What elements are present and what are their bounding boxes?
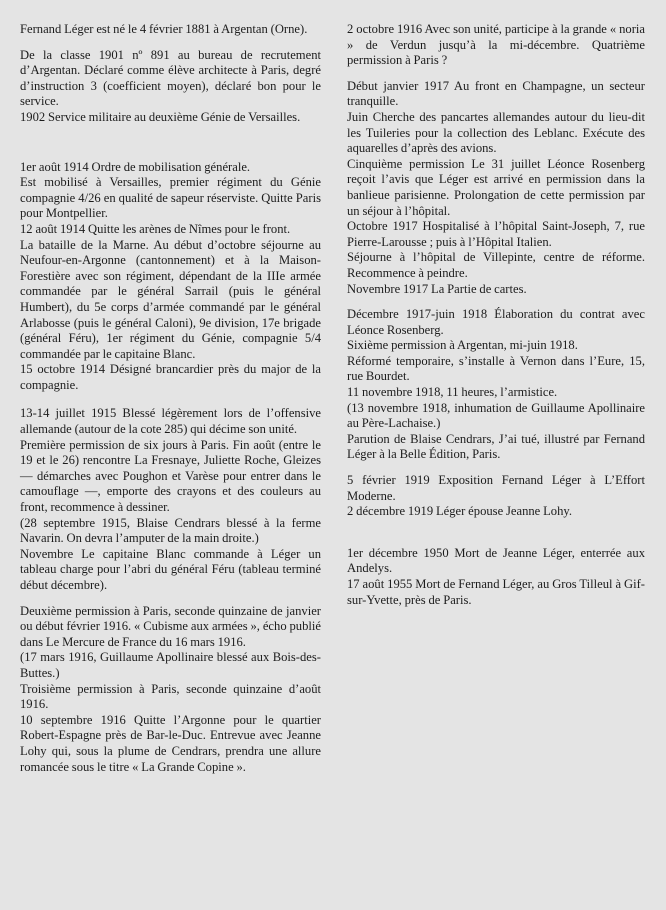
paragraph: 12 août 1914 Quitte les arènes de Nîmes pour le front. — [20, 221, 291, 236]
paragraph: La bataille de la Marne. Au début d’octobre séjourne au Neufour-en-Argonne (cantonnement) et à la Maison-Forestière avec son régiment, dépendant de la IIIe armée commandée par le général Sarrail (puis le général Humbert), du 5e corps d’armée commandé par le général Arlabosse (puis le général Caloni), 9e division, 17e brigade (général Féru), 1er régiment du Génie, compagnie 5/4 commandée par le capitaine Blanc. — [20, 237, 321, 361]
paragraph: Réformé temporaire, s’installe à Vernon dans l’Eure, 15, rue Bourdet. — [347, 353, 645, 384]
paragraph: 1er décembre 1950 Mort de Jeanne Léger, enterrée aux Andelys. — [347, 545, 645, 576]
paragraph: 5 février 1919 Exposition Fernand Léger à L’Effort Moderne. — [347, 473, 645, 503]
paragraph: 13-14 juillet 1915 Blessé légèrement lors de l’offensive allemande (autour de la cote 285) qui décime son unité. — [20, 406, 321, 437]
paragraph: De la classe 1901 nº 891 au bureau de recrutement d’Argentan. Déclaré comme élève architecte à Paris, degré d’instruction 3 (coefficient moyen), déclaré bon pour le service. — [20, 47, 321, 109]
paragraph: 15 octobre 1914 Désigné brancardier près du major de la compagnie. — [20, 362, 321, 392]
paragraph: 2 décembre 1919 Léger épouse Jeanne Lohy. — [347, 504, 573, 519]
paragraph: 11 novembre 1918, 11 heures, l’armistice. — [347, 385, 558, 400]
paragraph: Fernand Léger est né le 4 février 1881 à Argentan (Orne). — [20, 22, 308, 36]
paragraph: Octobre 1917 Hospitalisé à l’hôpital Saint-Joseph, 7, rue Pierre-Larousse ; puis à l’Hôpital Italien. — [347, 219, 645, 249]
paragraph: 1er août 1914 Ordre de mobilisation générale. — [20, 159, 251, 174]
paragraph: Novembre 1917 La Partie de cartes. — [347, 281, 527, 296]
paragraph: 17 août 1955 Mort de Fernand Léger, au Gros Tilleul à Gif-sur-Yvette, près de Paris. — [347, 577, 645, 607]
paragraph: Sixième permission à Argentan, mi-juin 1918. — [347, 338, 578, 353]
paragraph: 10 septembre 1916 Quitte l’Argonne pour le quartier Robert-Espagne près de Bar-le-Duc. Entrevue avec Jeanne Lohy qui, sous la plume de Cendrars, prendra une allure romancée sous le titre « La Grande Copine ». — [20, 712, 321, 774]
paragraph: Séjourne à l’hôpital de Villepinte, centre de réforme. Recommence à peindre. — [347, 250, 645, 280]
right-column — [347, 22, 645, 608]
paragraph: Première permission de six jours à Paris. Fin août (entre le 19 et le 26) rencontre La Fresnaye, Juliette Roche, Gleizes — démarches avec Poughon et Varèse pour entrer dans le camouflage —, emporte des crayons et des couleurs au front, recommence à dessiner. — [20, 437, 321, 515]
paragraph: Juin Cherche des pancartes allemandes autour du lieu-dit les Tuileries pour la collection des Leblanc. Exécute des aquarelles d’après des avions. — [347, 109, 645, 156]
paragraph: Est mobilisé à Versailles, premier régiment du Génie compagnie 4/26 en qualité de sapeur réserviste. Quitte Paris pour Montpellier. — [20, 175, 321, 221]
paragraph: (28 septembre 1915, Blaise Cendrars blessé à la ferme Navarin. On devra l’amputer de la main droite.) — [20, 515, 321, 546]
paragraph: Troisième permission à Paris, seconde quinzaine d’août 1916. — [20, 681, 321, 712]
paragraph: Cinquième permission Le 31 juillet Léonce Rosenberg reçoit l’avis que Léger est arrivé en permission dans la banlieue parisienne. Prolongation de cette permission par un séjour à l’hôpital. — [347, 156, 645, 218]
left-column — [20, 22, 321, 775]
paragraph: 2 octobre 1916 Avec son unité, participe à la grande « noria » de Verdun jusqu’à la mi-décembre. Quatrième permission à Paris ? — [347, 22, 645, 68]
paragraph: 1902 Service militaire au deuxième Génie de Versailles. — [20, 109, 301, 124]
paragraph: Novembre Le capitaine Blanc commande à Léger un tableau charge pour l’abri du général Féru (tableau terminé début décembre). — [20, 546, 321, 592]
paragraph: (17 mars 1916, Guillaume Apollinaire blessé aux Bois-des-Buttes.) — [20, 650, 321, 680]
paragraph: (13 novembre 1918, inhumation de Guillaume Apollinaire au Père-Lachaise.) — [347, 400, 645, 431]
paragraph: Décembre 1917-juin 1918 Élaboration du contrat avec Léonce Rosenberg. — [347, 307, 645, 337]
paragraph: Parution de Blaise Cendrars, J’ai tué, illustré par Fernand Léger à la Belle Édition, Paris. — [347, 431, 645, 462]
paragraph: Début janvier 1917 Au front en Champagne, un secteur tranquille. — [347, 78, 645, 109]
paragraph: Deuxième permission à Paris, seconde quinzaine de janvier ou début février 1916. « Cubisme aux armées », écho publié dans Le Mercure de France du 16 mars 1916. — [20, 603, 321, 649]
